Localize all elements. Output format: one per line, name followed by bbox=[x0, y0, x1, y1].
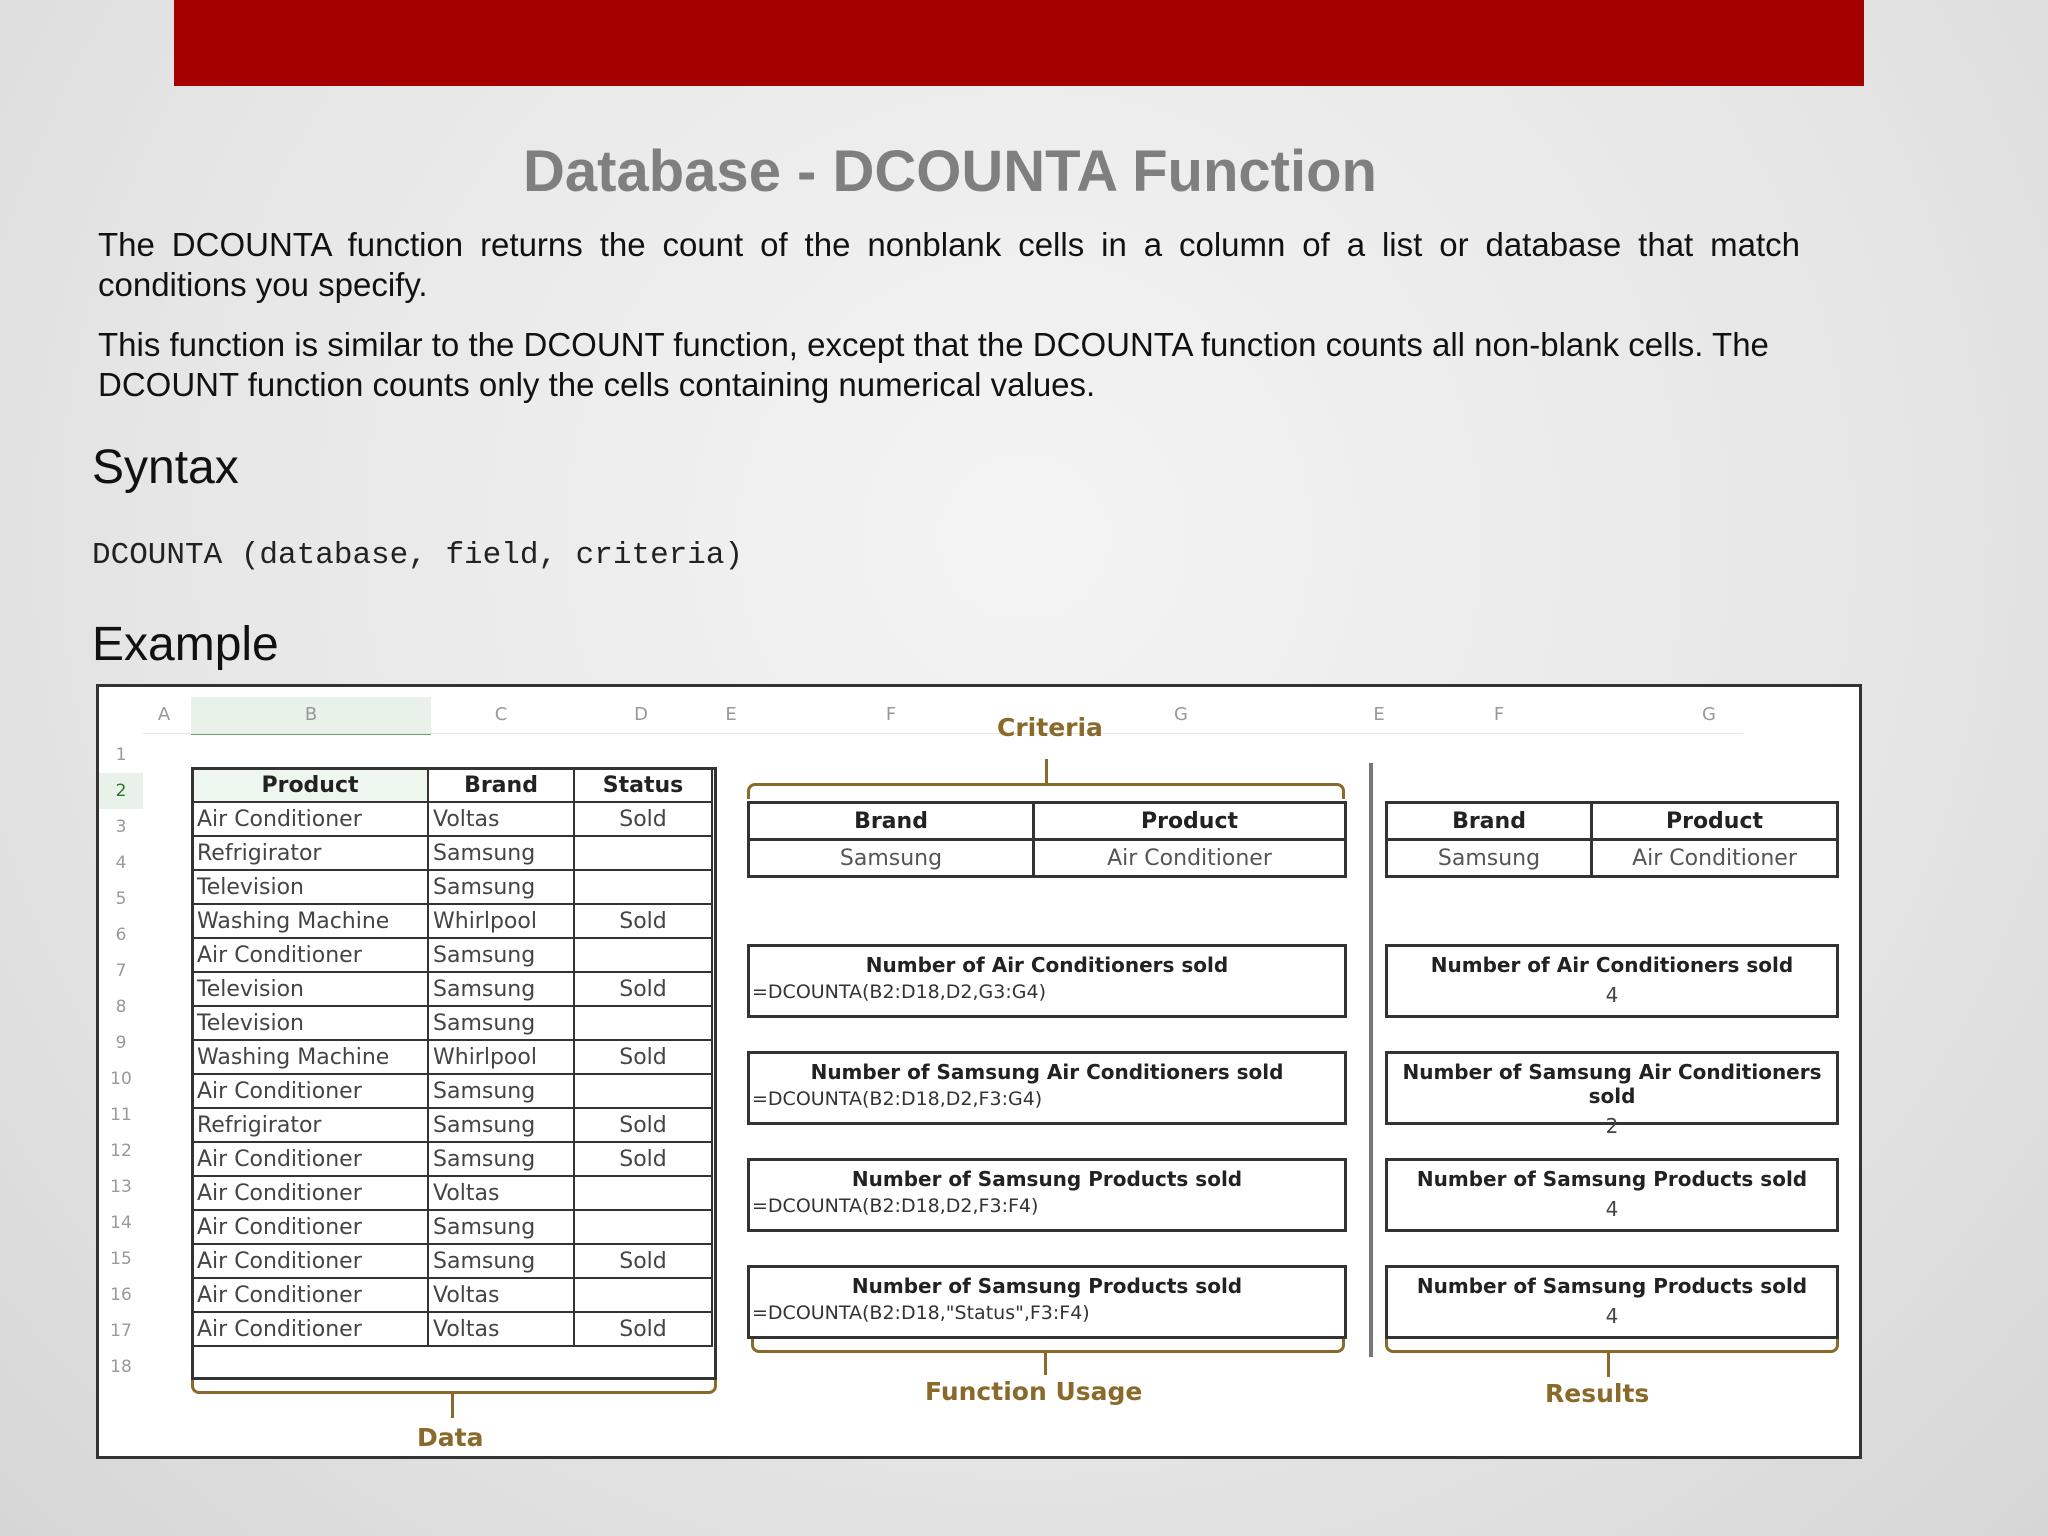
criteria-brace bbox=[747, 783, 1345, 799]
usage-box-title: Number of Samsung Products sold bbox=[851, 1167, 1243, 1191]
table-cell: Voltas bbox=[428, 802, 574, 836]
results-criteria-table bbox=[1385, 801, 1839, 878]
data-table bbox=[191, 767, 713, 1347]
result-box-value: 4 bbox=[1605, 1197, 1619, 1221]
panel-separator bbox=[1369, 763, 1373, 1357]
table-row bbox=[192, 1244, 712, 1278]
row-number: 11 bbox=[110, 1105, 132, 1125]
result-box-value: 4 bbox=[1605, 1304, 1619, 1328]
table-cell: Air Conditioner bbox=[192, 1210, 428, 1244]
criteria-value: Samsung bbox=[749, 840, 1034, 877]
table-row bbox=[192, 1210, 712, 1244]
description-paragraph-1: The DCOUNTA function returns the count of the nonblank cells in a column of a list or database that match conditions you specify. bbox=[98, 226, 1800, 303]
table-cell bbox=[574, 1210, 712, 1244]
table-cell: Air Conditioner bbox=[192, 938, 428, 972]
syntax-code: DCOUNTA (database, field, criteria) bbox=[92, 538, 744, 573]
usage-brace-stem bbox=[1044, 1353, 1047, 1375]
table-cell: Samsung bbox=[428, 1108, 574, 1142]
table-row bbox=[192, 836, 712, 870]
table-cell: Samsung bbox=[428, 1210, 574, 1244]
table-row bbox=[192, 1074, 712, 1108]
table-cell: Sold bbox=[574, 1312, 712, 1346]
table-cell: Sold bbox=[574, 1244, 712, 1278]
table-cell: Whirlpool bbox=[428, 1040, 574, 1074]
result-box bbox=[1385, 1158, 1839, 1232]
table-cell: Sold bbox=[574, 972, 712, 1006]
result-box-value: 2 bbox=[1605, 1114, 1619, 1138]
usage-box-title: Number of Samsung Products sold bbox=[851, 1274, 1243, 1298]
example-heading: Example bbox=[92, 618, 279, 671]
usage-box bbox=[747, 944, 1347, 1018]
result-box-title: Number of Samsung Products sold bbox=[1416, 1274, 1808, 1298]
criteria-header: Product bbox=[1034, 803, 1346, 840]
usage-box-formula: =DCOUNTA(B2:D18,D2,G3:G4) bbox=[752, 981, 1046, 1003]
table-cell: Air Conditioner bbox=[192, 1278, 428, 1312]
usage-box bbox=[747, 1051, 1347, 1125]
row-number: 15 bbox=[110, 1249, 132, 1269]
row-number: 4 bbox=[115, 853, 127, 873]
result-box-value: 4 bbox=[1605, 983, 1619, 1007]
table-cell: Air Conditioner bbox=[192, 1312, 428, 1346]
usage-box-formula: =DCOUNTA(B2:D18,D2,F3:G4) bbox=[752, 1088, 1043, 1110]
result-box bbox=[1385, 1051, 1839, 1138]
table-cell: Sold bbox=[574, 904, 712, 938]
col-letter: A bbox=[157, 704, 171, 725]
function-usage-label: Function Usage bbox=[925, 1377, 1143, 1406]
table-row bbox=[192, 1108, 712, 1142]
table-cell: Voltas bbox=[428, 1312, 574, 1346]
result-box-title: Number of Samsung Products sold bbox=[1416, 1167, 1808, 1191]
table-cell: Air Conditioner bbox=[192, 1176, 428, 1210]
criteria-value: Air Conditioner bbox=[1034, 840, 1346, 877]
data-brace bbox=[191, 1380, 717, 1394]
row-number: 1 bbox=[115, 745, 127, 765]
header-gridline bbox=[143, 733, 1743, 734]
example-figure bbox=[96, 684, 1862, 1459]
table-cell: Sold bbox=[574, 1108, 712, 1142]
col-letter: E bbox=[1373, 704, 1385, 725]
table-cell: Refrigirator bbox=[192, 836, 428, 870]
criteria-value: Samsung bbox=[1387, 840, 1592, 877]
table-cell bbox=[574, 870, 712, 904]
syntax-heading: Syntax bbox=[92, 441, 239, 494]
table-cell: Air Conditioner bbox=[192, 802, 428, 836]
criteria-brace-stem bbox=[1045, 759, 1048, 783]
criteria-label: Criteria bbox=[997, 713, 1103, 742]
criteria-header: Product bbox=[1592, 803, 1838, 840]
table-row bbox=[192, 1176, 712, 1210]
data-brace-stem bbox=[451, 1394, 454, 1418]
table-row bbox=[192, 1142, 712, 1176]
usage-brace bbox=[751, 1339, 1345, 1353]
row-number: 7 bbox=[115, 961, 127, 981]
row-number: 10 bbox=[110, 1069, 132, 1089]
data-label: Data bbox=[417, 1423, 484, 1452]
usage-box-title: Number of Samsung Air Conditioners sold bbox=[810, 1060, 1284, 1084]
col-letter: E bbox=[725, 704, 737, 725]
table-cell bbox=[574, 836, 712, 870]
table-row bbox=[192, 938, 712, 972]
table-cell: Washing Machine bbox=[192, 904, 428, 938]
table-header: Status bbox=[574, 768, 712, 802]
row-number: 5 bbox=[115, 889, 127, 909]
table-row bbox=[192, 1006, 712, 1040]
table-cell: Samsung bbox=[428, 938, 574, 972]
row-number: 13 bbox=[110, 1177, 132, 1197]
col-letter: D bbox=[634, 704, 648, 725]
col-letter: F bbox=[1493, 704, 1505, 725]
row-number: 3 bbox=[115, 817, 127, 837]
table-cell bbox=[574, 938, 712, 972]
description-paragraph-2: This function is similar to the DCOUNT function, except that the DCOUNTA function counts all non-blank cells. The DCOUNT function counts only the cells containing numerical values. bbox=[98, 326, 1769, 403]
result-box-title: Number of Air Conditioners sold bbox=[1430, 953, 1794, 977]
table-cell: Television bbox=[192, 870, 428, 904]
table-cell: Television bbox=[192, 1006, 428, 1040]
table-header: Product bbox=[192, 768, 428, 802]
results-brace-stem bbox=[1607, 1353, 1610, 1377]
table-cell bbox=[574, 1006, 712, 1040]
table-row bbox=[192, 1278, 712, 1312]
table-cell bbox=[574, 1074, 712, 1108]
result-box-title: Number of Samsung Air Conditioners sold bbox=[1402, 1060, 1822, 1108]
table-cell: Sold bbox=[574, 802, 712, 836]
row-number: 2 bbox=[99, 773, 143, 809]
table-cell: Air Conditioner bbox=[192, 1244, 428, 1278]
result-box bbox=[1385, 1265, 1839, 1339]
table-cell: Sold bbox=[574, 1040, 712, 1074]
row-number: 9 bbox=[115, 1033, 127, 1053]
results-label: Results bbox=[1545, 1379, 1650, 1408]
col-letter: B bbox=[191, 697, 431, 735]
criteria-header: Brand bbox=[749, 803, 1034, 840]
top-accent-bar bbox=[174, 0, 1864, 86]
table-cell: Refrigirator bbox=[192, 1108, 428, 1142]
table-cell: Samsung bbox=[428, 1142, 574, 1176]
criteria-table bbox=[747, 801, 1347, 878]
table-cell: Washing Machine bbox=[192, 1040, 428, 1074]
row-number: 6 bbox=[115, 925, 127, 945]
col-letter: G bbox=[1174, 704, 1188, 725]
table-cell: Voltas bbox=[428, 1278, 574, 1312]
table-cell: Samsung bbox=[428, 1006, 574, 1040]
table-cell: Samsung bbox=[428, 836, 574, 870]
table-cell: Samsung bbox=[428, 1074, 574, 1108]
row-number: 16 bbox=[110, 1285, 132, 1305]
usage-box-formula: =DCOUNTA(B2:D18,D2,F3:F4) bbox=[752, 1195, 1039, 1217]
page-title: Database - DCOUNTA Function bbox=[523, 139, 1377, 204]
row-number: 14 bbox=[110, 1213, 132, 1233]
criteria-value: Air Conditioner bbox=[1592, 840, 1838, 877]
usage-box bbox=[747, 1265, 1347, 1339]
table-header: Brand bbox=[428, 768, 574, 802]
row-number: 18 bbox=[110, 1357, 132, 1377]
table-cell bbox=[574, 1176, 712, 1210]
table-cell: Samsung bbox=[428, 1244, 574, 1278]
table-cell: Air Conditioner bbox=[192, 1142, 428, 1176]
table-row bbox=[192, 1040, 712, 1074]
table-row bbox=[192, 904, 712, 938]
table-cell: Sold bbox=[574, 1142, 712, 1176]
table-cell bbox=[574, 1278, 712, 1312]
table-cell: Samsung bbox=[428, 870, 574, 904]
criteria-header: Brand bbox=[1387, 803, 1592, 840]
row-number: 12 bbox=[110, 1141, 132, 1161]
table-cell: Voltas bbox=[428, 1176, 574, 1210]
table-cell: Television bbox=[192, 972, 428, 1006]
table-row bbox=[192, 972, 712, 1006]
col-letter: C bbox=[494, 704, 508, 725]
table-row bbox=[192, 870, 712, 904]
table-row bbox=[192, 802, 712, 836]
table-cell: Whirlpool bbox=[428, 904, 574, 938]
row-number: 8 bbox=[115, 997, 127, 1017]
table-cell: Samsung bbox=[428, 972, 574, 1006]
usage-box-formula: =DCOUNTA(B2:D18,"Status",F3:F4) bbox=[752, 1302, 1090, 1324]
result-box bbox=[1385, 944, 1839, 1018]
usage-box bbox=[747, 1158, 1347, 1232]
col-letter: F bbox=[885, 704, 897, 725]
results-brace bbox=[1385, 1339, 1839, 1353]
row-number: 17 bbox=[110, 1321, 132, 1341]
col-letter: G bbox=[1702, 704, 1716, 725]
usage-box-title: Number of Air Conditioners sold bbox=[865, 953, 1229, 977]
table-cell: Air Conditioner bbox=[192, 1074, 428, 1108]
table-row bbox=[192, 1312, 712, 1346]
